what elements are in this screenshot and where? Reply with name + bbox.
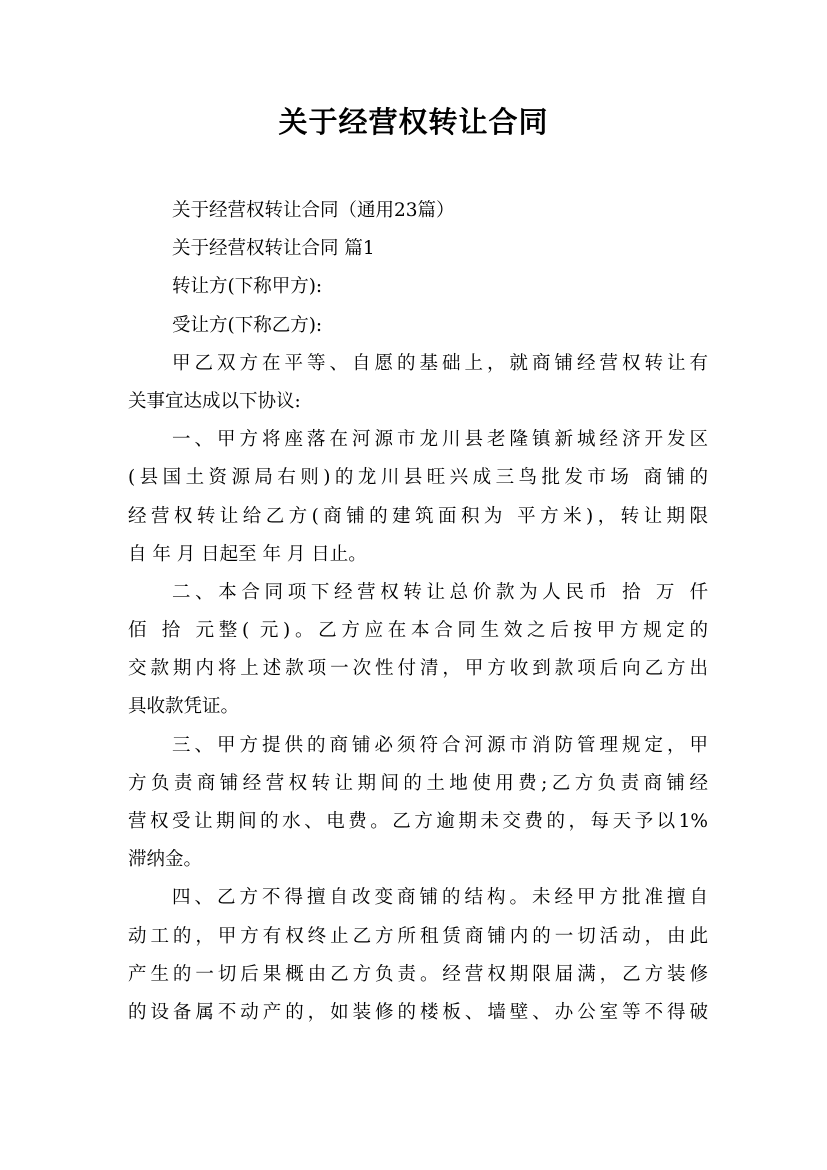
body-line: 动工的，甲方有权终止乙方所租赁商铺内的一切活动，由此: [128, 925, 708, 947]
body-line: 一、甲方将座落在河源市龙川县老隆镇新城经济开发区: [172, 429, 708, 451]
body-line: 方负责商铺经营权转让期间的土地使用费;乙方负责商铺经: [128, 772, 708, 794]
document-body: [128, 192, 708, 1032]
body-line: 自 年 月 日起至 年 月 日止。: [128, 543, 367, 565]
body-line: 转让方(下称甲方):: [172, 276, 323, 298]
body-line: 甲乙双方在平等、自愿的基础上，就商铺经营权转让有: [172, 352, 708, 374]
body-line: 经营权转让给乙方(商铺的建筑面积为 平方米)，转让期限: [128, 505, 708, 527]
body-line: 关事宜达成以下协议:: [128, 390, 301, 412]
body-line: 的设备属不动产的，如装修的楼板、墙壁、办公室等不得破: [128, 1001, 708, 1023]
body-line: 受让方(下称乙方):: [172, 314, 323, 336]
body-line: 营权受让期间的水、电费。乙方逾期未交费的，每天予以1%: [128, 811, 708, 832]
body-line: 关于经营权转让合同（通用23篇）: [172, 200, 455, 221]
document-title: 关于经营权转让合同: [278, 105, 549, 139]
body-line: 佰 拾 元整( 元)。乙方应在本合同生效之后按甲方规定的: [128, 620, 708, 642]
body-line: 交款期内将上述款项一次性付清，甲方收到款项后向乙方出: [128, 658, 708, 680]
body-line: 三、甲方提供的商铺必须符合河源市消防管理规定，甲: [172, 734, 708, 756]
body-line: 产生的一切后果概由乙方负责。经营权期限届满，乙方装修: [128, 963, 708, 985]
body-line: 具收款凭证。: [128, 696, 240, 718]
body-line: 滞纳金。: [128, 849, 203, 871]
body-line: 关于经营权转让合同 篇1: [172, 238, 375, 260]
body-line: 二、本合同项下经营权转让总价款为人民币 拾 万 仟: [172, 581, 708, 603]
body-line: 四、乙方不得擅自改变商铺的结构。未经甲方批准擅自: [172, 887, 708, 909]
body-line: (县国土资源局右则)的龙川县旺兴成三鸟批发市场 商铺的: [128, 467, 708, 489]
